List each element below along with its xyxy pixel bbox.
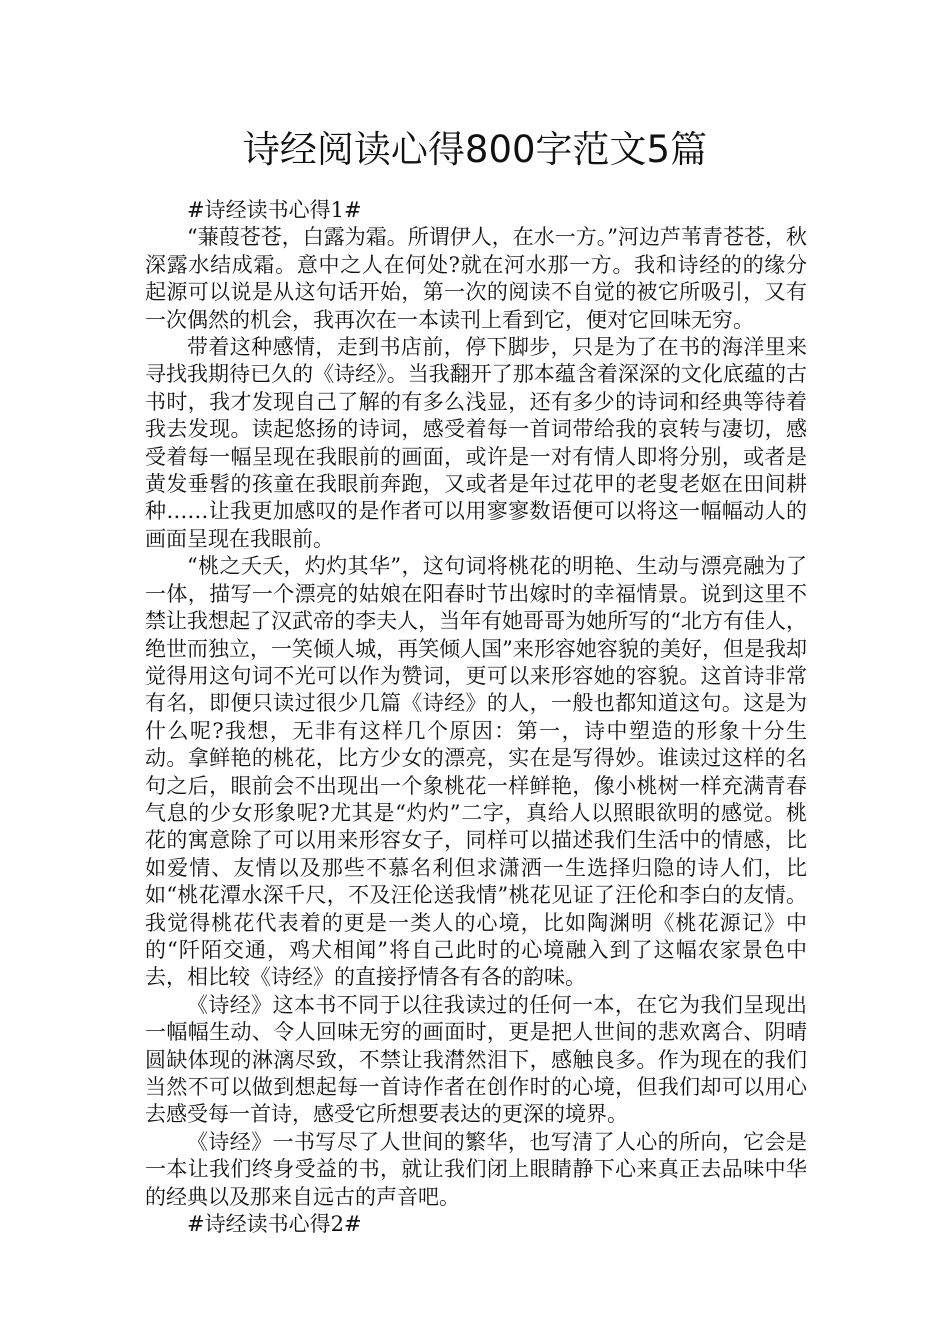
section-heading-1: #诗经读书心得1# <box>187 198 362 222</box>
paragraph-2: 带着这种感情，走到书店前，停下脚步，只是为了在书的海洋里来寻找我期待已久的《诗经》。当我翻开了那本蕴含着深深的文化底蕴的古书时，我才发现自己了解的有多么浅显，还有多少的诗词和经典等待着我去发现。读起悠扬的诗词，感受着每一首词带给我的哀转与凄切，感受着每一幅呈现在我眼前的画面，或许是一对有情人即将分别，或者是黄发垂髫的孩童在我眼前奔跑，又或者是年过花甲的老叟老妪在田间耕种……让我更加感叹的是作者可以用寥寥数语便可以将这一幅幅动人的画面呈现在我眼前。 <box>145 335 807 551</box>
section-heading-2: #诗经读书心得2# <box>187 1212 362 1237</box>
page-title: 诗经阅读心得800字范文5篇 <box>242 128 708 171</box>
paragraph-1: “蒹葭苍苍，白露为霜。所谓伊人，在水一方。”河边芦苇青苍苍，秋深露水结成霜。意中之人在何处?就在河水那一方。我和诗经的的缘分起源可以说是从这句话开始，第一次的阅读不自觉的被它所吸引，又有一次偶然的机会，我再次在一本读刊上看到它，便对它回味无穷。 <box>145 225 807 332</box>
paragraph-5: 《诗经》一书写尽了人世间的繁华，也写清了人心的所向，它会是一本让我们终身受益的书，就让我们闭上眼睛静下心来真正去品味中华的经典以及那来自远古的声音吧。 <box>145 1129 807 1209</box>
article-body <box>145 197 807 1238</box>
paragraph-4: 《诗经》这本书不同于以往我读过的任何一本，在它为我们呈现出一幅幅生动、令人回味无穷的画面时，更是把人世间的悲欢离合、阴晴圆缺体现的淋漓尽致，不禁让我潸然泪下，感触良多。作为现在的我们当然不可以做到想起每一首诗作者在创作时的心境，但我们却可以用心去感受每一首诗，感受它所想要表达的更深的境界。 <box>145 992 807 1127</box>
paragraph-3: “桃之夭夭，灼灼其华”，这句词将桃花的明艳、生动与漂亮融为了一体，描写一个漂亮的姑娘在阳春时节出嫁时的幸福情景。说到这里不禁让我想起了汉武帝的李夫人，当年有她哥哥为她所写的“北方有佳人，绝世而独立，一笑倾人城，再笑倾人国”来形容她容貌的美好，但是我却觉得用这句词不光可以作为赞词，更可以来形容她的容貌。这首诗非常有名，即便只读过很少几篇《诗经》的人，一般也都知道这句。这是为什么呢?我想，无非有这样几个原因：第一，诗中塑造的形象十分生动。拿鲜艳的桃花，比方少女的漂亮，实在是写得妙。谁读过这样的名句之后，眼前会不出现出一个象桃花一样鲜艳，像小桃树一样充满青春气息的少女形象呢?尤其是“灼灼”二字，真给人以照眼欲明的感觉。桃花的寓意除了可以用来形容女子，同样可以描述我们生活中的情感，比如爱情、友情以及那些不慕名利但求潇洒一生选择归隐的诗人们，比如“桃花潭水深千尺，不及汪伦送我情”桃花见证了汪伦和李白的友情。我觉得桃花代表着的更是一类人的心境，比如陶渊明《桃花源记》中的“阡陌交通，鸡犬相闻”将自己此时的心境融入到了这幅农家景色中去，相比较《诗经》的直接抒情各有各的韵味。 <box>145 554 807 990</box>
